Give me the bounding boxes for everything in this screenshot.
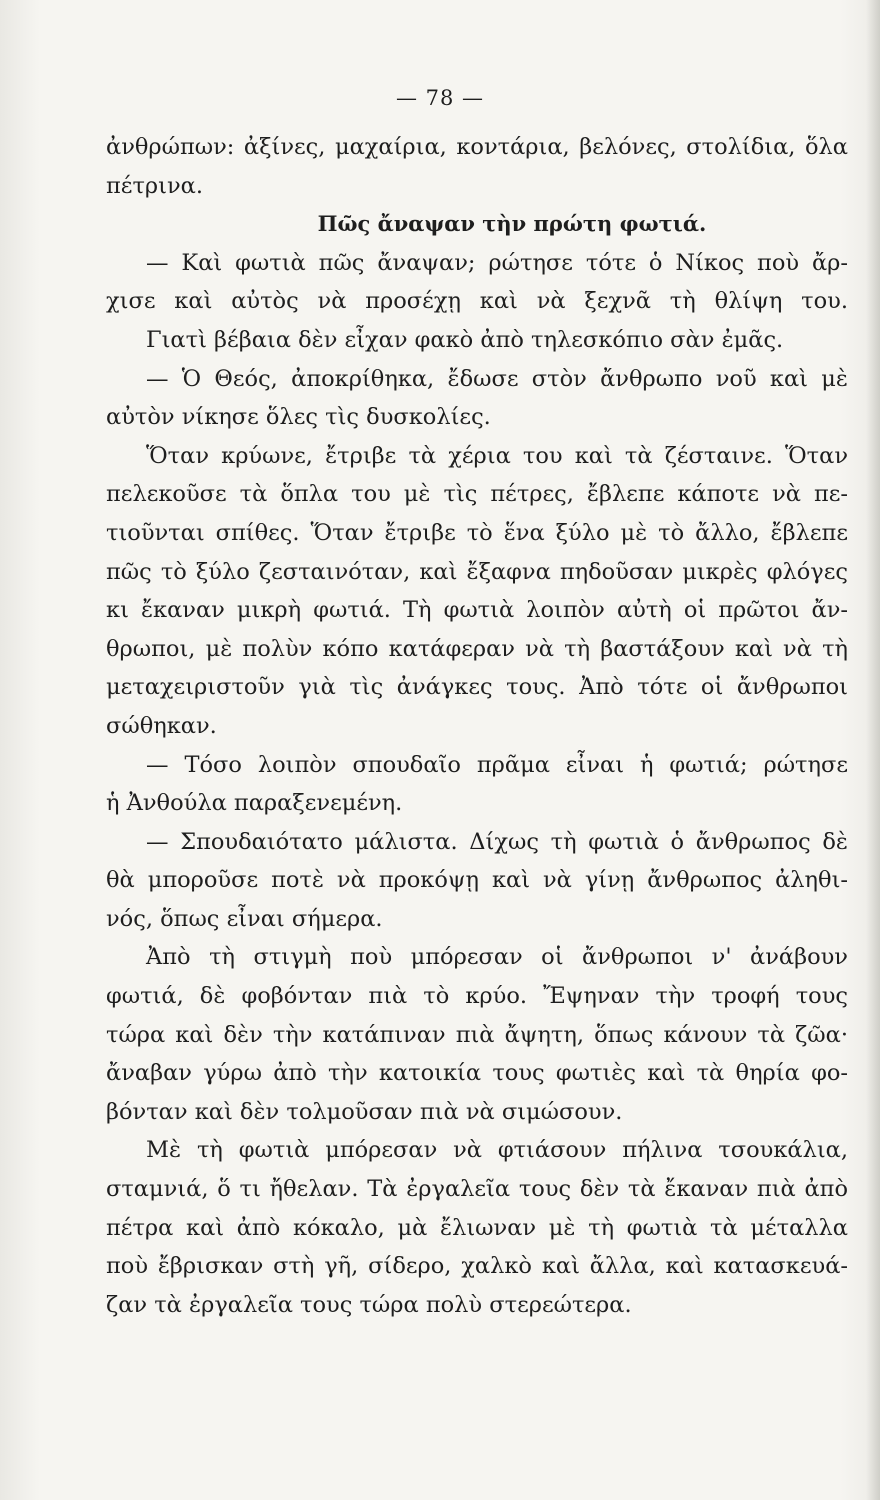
text-line: τώρα καὶ δὲν τὴν κατάπιναν πιὰ ἄψητη, ὅπως κάνουν τὰ ζῶα· [106,1021,848,1048]
text-line: πέτρα καὶ ἀπὸ κόκαλο, μὰ ἔλιωναν μὲ τὴ φωτιὰ τὰ μέταλλα [106,1214,848,1241]
text-line: Ἀπὸ τὴ στιγμὴ ποὺ μπόρεσαν οἱ ἄνθρωποι ν' ἀνάβουν [146,944,848,971]
text-line: πῶς τὸ ξύλο ζεσταινόταν, καὶ ἔξαφνα πηδοῦσαν μικρὲς φλόγες [106,558,848,585]
text-line: φωτιά, δὲ φοβόνταν πιὰ τὸ κρύο. Ἔψηναν τὴν τροφή τους [106,983,848,1010]
text-line: σώθηκαν. [106,712,217,739]
text-line: βόνταν καὶ δὲν τολμοῦσαν πιὰ νὰ σιμώσουν. [106,1098,623,1125]
text-line: χισε καὶ αὐτὸς νὰ προσέχῃ καὶ νὰ ξεχνᾶ τὴ θλίψη του. [106,288,848,315]
section-heading: Πῶς ἄναψαν τὴν πρώτη φωτιά. [317,211,707,237]
text-line: θὰ μποροῦσε ποτὲ νὰ προκόψῃ καὶ νὰ γίνῃ ἄνθρωπος ἀληθι- [106,867,848,894]
text-line: Ὅταν κρύωνε, ἔτριβε τὰ χέρια του καὶ τὰ ζέσταινε. Ὅταν [146,442,848,469]
text-line: ζαν τὰ ἐργαλεῖα τους τώρα πολὺ στερεώτερα. [106,1291,632,1318]
text-line: — Σπουδαιότατο μάλιστα. Δίχως τὴ φωτιὰ ὁ ἄνθρωπος δὲ [146,828,848,855]
text-line: αὐτὸν νίκησε ὅλες τὶς δυσκολίες. [106,404,491,431]
text-line: Μὲ τὴ φωτιὰ μπόρεσαν νὰ φτιάσουν πήλινα τσουκάλια, [146,1137,848,1164]
text-line: τιοῦνται σπίθες. Ὅταν ἔτριβε τὸ ἕνα ξύλο μὲ τὸ ἄλλο, ἔβλεπε [106,519,848,546]
text-line: πελεκοῦσε τὰ ὅπλα του μὲ τὶς πέτρες, ἔβλεπε κάποτε νὰ πε- [106,481,848,508]
text-line: ἀνθρώπων: ἀξίνες, μαχαίρια, κοντάρια, βελόνες, στολίδια, ὅλα [106,134,848,160]
text-line: — Τόσο λοιπὸν σπουδαῖο πρᾶμα εἶναι ἡ φωτιά; ρώτησε [146,751,848,778]
text-line: ἄναβαν γύρω ἀπὸ τὴν κατοικία τους φωτιὲς καὶ τὰ θηρία φο- [106,1060,848,1087]
text-line: — Καὶ φωτιὰ πῶς ἄναψαν; ρώτησε τότε ὁ Νίκος ποὺ ἄρ- [146,249,848,276]
body-text [106,128,848,1324]
text-line: μεταχειριστοῦν γιὰ τὶς ἀνάγκες τους. Ἀπὸ τότε οἱ ἄνθρωποι [106,674,848,701]
text-line: πέτρινα. [106,172,203,199]
page-edge-shadow [866,0,880,1500]
text-line: σταμνιά, ὅ τι ἤθελαν. Τὰ ἐργαλεῖα τους δὲν τὰ ἔκαναν πιὰ ἀπὸ [106,1176,848,1203]
text-line: ποὺ ἔβρισκαν στὴ γῆ, σίδερο, χαλκὸ καὶ ἄλλα, καὶ κατασκευά- [106,1253,848,1280]
text-line: θρωποι, μὲ πολὺν κόπο κατάφεραν νὰ τὴ βαστάξουν καὶ νὰ τὴ [106,635,848,662]
page-number: — 78 — [395,86,485,110]
text-line: ἡ Ἀνθούλα παραξενεμένη. [106,790,403,817]
text-line: Γιατὶ βέβαια δὲν εἶχαν φακὸ ἀπὸ τηλεσκόπιο σὰν ἐμᾶς. [146,326,784,353]
text-line: κι ἔκαναν μικρὴ φωτιά. Τὴ φωτιὰ λοιπὸν αὐτὴ οἱ πρῶτοι ἄν- [106,597,848,624]
text-line: νός, ὅπως εἶναι σήμερα. [106,905,383,932]
text-line: — Ὁ Θεός, ἀποκρίθηκα, ἔδωσε στὸν ἄνθρωπο νοῦ καὶ μὲ [146,365,848,392]
